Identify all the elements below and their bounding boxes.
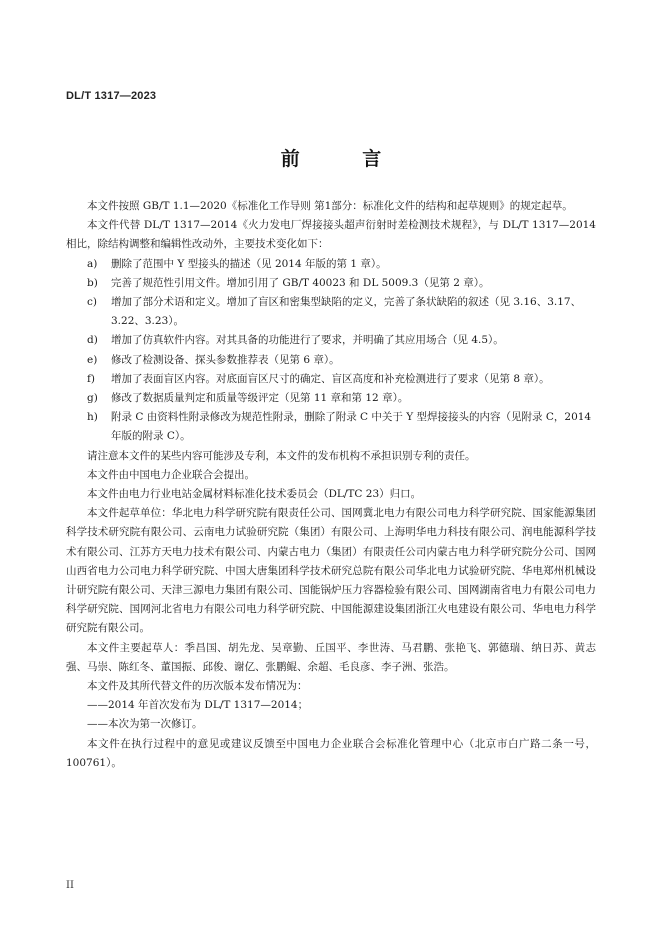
list-text: 完善了规范性引用文件。增加引用了 GB/T 40023 和 DL 5009.3（见第 2 章）。 <box>111 276 490 289</box>
list-item <box>66 255 596 274</box>
paragraph: 请注意本文件的某些内容可能涉及专利，本文件的发布机构不承担识别专利的责任。 <box>87 449 476 462</box>
paragraph: 本文件主要起草人：季昌国、胡先龙、吴章勤、丘国平、李世涛、马君鹏、张艳飞、郭德瑞、纳日苏、黄志强、马崇、陈红冬、董国振、邱俊、谢亿、张鹏鲲、余超、毛良彦、李子洲、张浩。 <box>66 641 596 673</box>
paragraph: 本文件代替 DL/T 1317—2014《火力发电厂焊接接头超声衍射时差检测技术规程》，与 DL/T 1317—2014 相比，除结构调整和编辑性改动外，主要技术变化如下： <box>66 219 596 251</box>
paragraph: 本文件及其所代替文件的历次版本发布情况为： <box>87 680 308 693</box>
paragraph: 本文件由中国电力企业联合会提出。 <box>87 468 255 481</box>
list-marker: f) <box>87 372 95 385</box>
list-text: 修改了检测设备、探头参数推荐表（见第 6 章）。 <box>111 353 340 366</box>
list-marker: d) <box>87 334 98 347</box>
list-marker: e) <box>87 353 98 366</box>
paragraph: 本文件按照 GB/T 1.1—2020《标准化工作导则 第1部分：标准化文件的结构和起草规则》的规定起草。 <box>87 200 573 212</box>
list-text: 删除了范围中 Y 型接头的描述（见 2014 年版的第 1 章）。 <box>111 257 387 270</box>
list-marker: c) <box>87 296 97 309</box>
paragraph: 本文件由电力行业电站金属材料标准化技术委员会（DL/TC 23）归口。 <box>87 488 422 501</box>
list-text: 增加了部分术语和定义。增加了盲区和密集型缺陷的定义，完善了条状缺陷的叙述（见 3.16、3.17、3.22、3.23）。 <box>111 296 582 328</box>
list-item <box>66 331 596 350</box>
list-item <box>66 389 596 408</box>
list-item <box>66 293 596 331</box>
list-marker: h) <box>87 411 98 424</box>
list-marker: a) <box>87 257 98 270</box>
list-item <box>66 274 596 293</box>
paragraph: 本文件起草单位：华北电力科学研究院有限责任公司、国网冀北电力有限公司电力科学研究院、国家能源集团科学技术研究院有限公司、云南电力试验研究院（集团）有限公司、上海明华电力科技有限公司、润电能源科学技术有限公司、江苏方天电力技术有限公司、内蒙古电力（集团）有限责任公司内蒙古电力科学研究院分公司、国网山西省电力公司电力科学研究院、中国大唐集团科学技术研究总院有限公司华北电力试验研究院、华电郑州机械设计研究院有限公司、天津三源电力集团有限公司、国能锅炉压力容器检验有限公司、国网湖南省电力有限公司电力科学研究院、国网河北省电力有限公司电力科学研究院、中国能源建设集团浙江火电建设有限公司、华电电力科学研究院有限公司。 <box>66 507 596 635</box>
history-item: ——2014 年首次发布为 DL/T 1317—2014； <box>87 699 309 712</box>
list-text: 增加了仿真软件内容。对其具备的功能进行了要求，并明确了其应用场合（见 4.5）。 <box>111 334 504 347</box>
page-title: 前 言 <box>280 148 410 170</box>
list-item <box>66 408 596 446</box>
history-item: ——本次为第一次修订。 <box>87 718 203 731</box>
list-marker: g) <box>87 392 98 405</box>
list-marker: b) <box>87 276 98 289</box>
list-item <box>66 351 596 370</box>
paragraph: 本文件在执行过程中的意见或建议反馈至中国电力企业联合会标准化管理中心（北京市白广路二条一号，100761）。 <box>66 737 596 769</box>
foreword-body <box>66 197 596 773</box>
document-code: DL/T 1317—2023 <box>66 90 157 102</box>
list-text: 修改了数据质量判定和质量等级评定（见第 11 章和第 12 章）。 <box>111 392 409 405</box>
list-text: 增加了表面盲区内容。对底面盲区尺寸的确定、盲区高度和补充检测进行了要求（见第 8 章）。 <box>111 372 550 385</box>
list-item <box>66 370 596 389</box>
list-text: 附录 C 由资料性附录修改为规范性附录，删除了附录 C 中关于 Y 型焊接接头的内容（见附录 C，2014 年版的附录 C）。 <box>111 411 592 443</box>
page-number: II <box>66 880 74 891</box>
